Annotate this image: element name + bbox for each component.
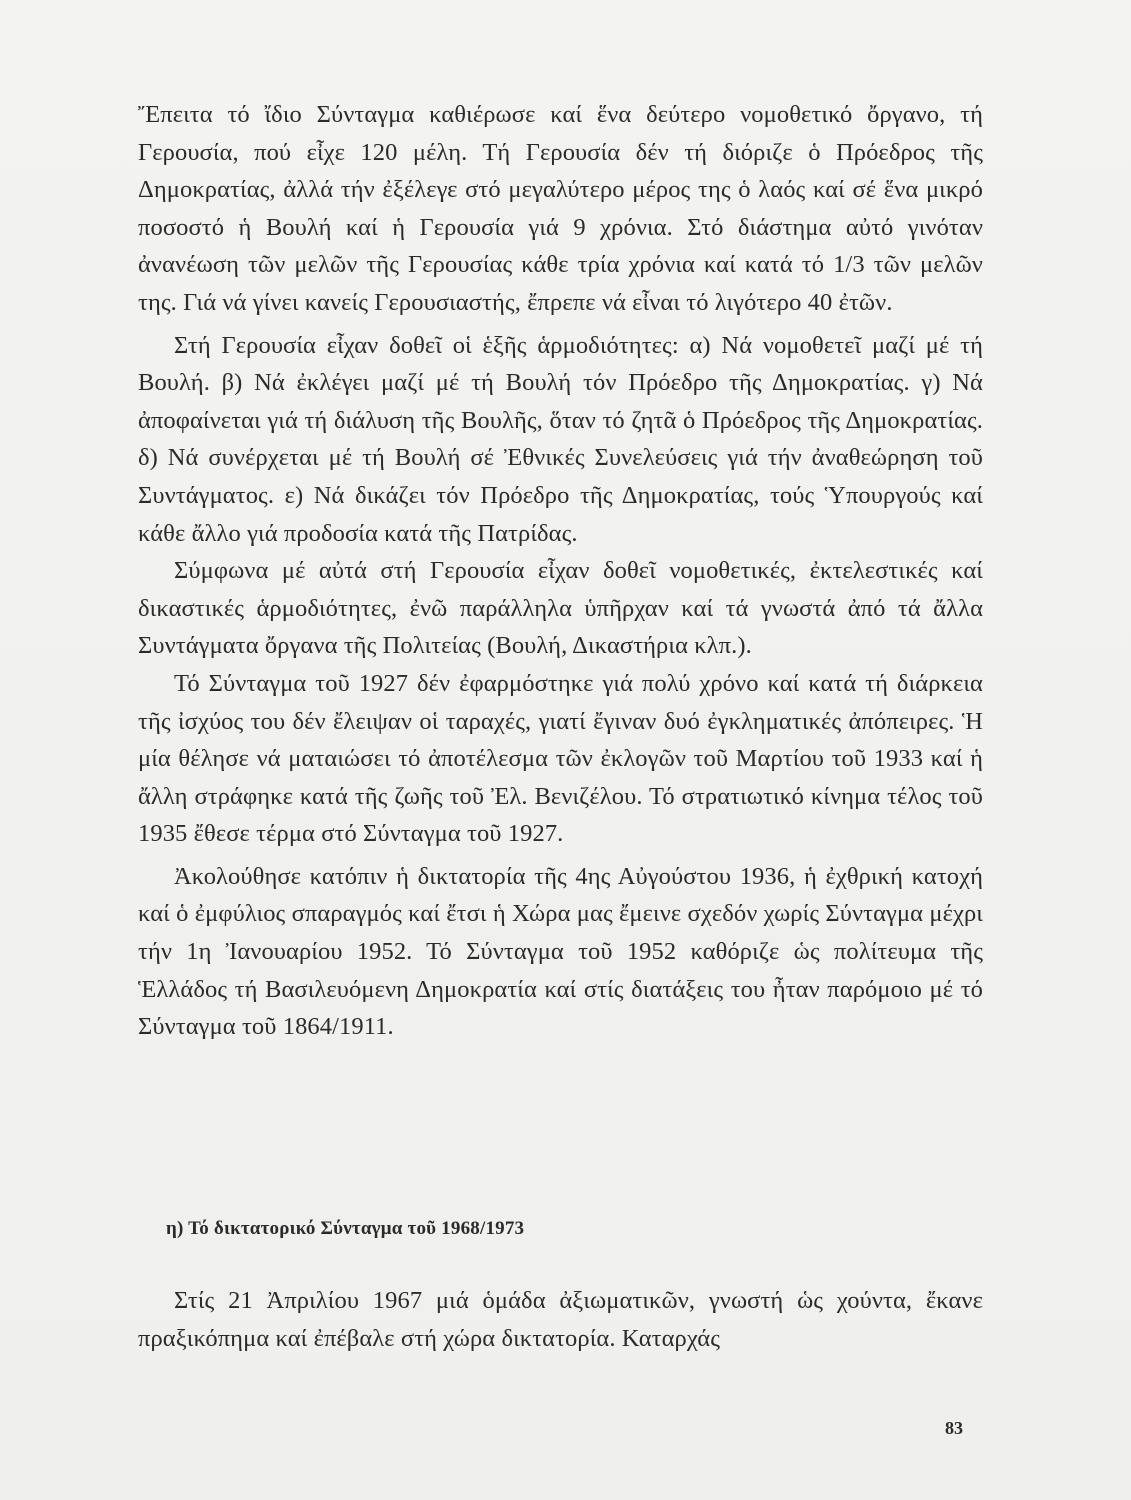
section-heading: η) Τό δικτατορικό Σύνταγμα τοῦ 1968/1973: [166, 1218, 525, 1239]
paragraph-constitution-1927: Τό Σύνταγμα τοῦ 1927 δέν ἐφαρμόστηκε γιά πολύ χρόνο καί κατά τή διάρκεια τῆς ἰσχύος του δέν ἔλειψαν οἱ ταραχές, γιατί ἔγιναν δυό ἐγκληματικές ἀπόπειρες. Ἡ μία θέλησε νά ματαιώσει τό ἀποτέλεσμα τῶν ἐκλογῶν τοῦ Μαρτίου τοῦ 1933 καί ἡ ἄλλη στράφηκε κατά τῆς ζωῆς τοῦ Ἐλ. Βενιζέλου. Τό στρατιωτικό κίνημα τέλος τοῦ 1935 ἔθεσε τέρμα στό Σύνταγμα τοῦ 1927.: [138, 669, 983, 848]
paragraph-senate-intro: Ἔπειτα τό ἴδιο Σύνταγμα καθιέρωσε καί ἕνα δεύτερο νομοθετικό ὄργανο, τή Γερουσία, πού εἶχε 120 μέλη. Τή Γερουσία δέν τή διόριζε ὁ Πρόεδρος τῆς Δημοκρατίας, ἀλλά τήν ἐξέλεγε στό μεγαλύτερο μέρος της ὁ λαός καί σέ ἕνα μικρό ποσοστό ἡ Βουλή καί ἡ Γερουσία γιά 9 χρόνια. Στό διάστημα αὐτό γινόταν ἀνανέωση τῶν μελῶν τῆς Γερουσίας κάθε τρία χρόνια καί κατά τό 1/3 τῶν μελῶν της. Γιά νά γίνει κανείς Γερουσιαστής, ἔπρεπε νά εἶναι τό λιγότερο 40 ἐτῶν.: [138, 101, 983, 316]
body-text-continued: [138, 1282, 983, 1357]
paragraph-powers-summary: Σύμφωνα μέ αὐτά στή Γερουσία εἶχαν δοθεῖ νομοθετικές, ἐκτελεστικές καί δικαστικές ἁρμοδιότητες, ἐνῶ παράλληλα ὑπῆρχαν καί τά γνωστά ἀπό τά ἄλλα Συντάγματα ὄργανα τῆς Πολιτείας (Βουλή, Δικαστήρια κλπ.).: [138, 557, 983, 660]
paragraph-constitution-1952: Ἀκολούθησε κατόπιν ἡ δικτατορία τῆς 4ης Αὐγούστου 1936, ἡ ἐχθρική κατοχή καί ὁ ἐμφύλιος σπαραγμός καί ἔτσι ἡ Χώρα μας ἔμεινε σχεδόν χωρίς Σύνταγμα μέχρι τήν 1η Ἰανουαρίου 1952. Τό Σύνταγμα τοῦ 1952 καθόριζε ὡς πολίτευμα τῆς Ἑλλάδος τή Βασιλευόμενη Δημοκρατία καί στίς διατάξεις του ἦταν παρόμοιο μέ τό Σύνταγμα τοῦ 1864/1911.: [138, 862, 983, 1041]
page-number: 83: [945, 1418, 963, 1438]
paragraph-senate-powers: Στή Γερουσία εἶχαν δοθεῖ οἱ ἑξῆς ἁρμοδιότητες: α) Νά νομοθετεῖ μαζί μέ τή Βουλή. β) Νά ἐκλέγει μαζί μέ τή Βουλή τόν Πρόεδρο τῆς Δημοκρατίας. γ) Νά ἀποφαίνεται γιά τή διάλυση τῆς Βουλῆς, ὅταν τό ζητᾶ ὁ Πρόεδρος τῆς Δημοκρατίας. δ) Νά συνέρχεται μέ τή Βουλή σέ Ἐθνικές Συνελεύσεις γιά τήν ἀναθεώρηση τοῦ Συντάγματος. ε) Νά δικάζει τόν Πρόεδρο τῆς Δημοκρατίας, τούς Ὑπουργούς καί κάθε ἄλλο γιά προδοσία κατά τῆς Πατρίδας.: [138, 331, 983, 547]
paragraph-junta-1967: Στίς 21 Ἀπριλίου 1967 μιά ὁμάδα ἀξιωματικῶν, γνωστή ὡς χούντα, ἔκανε πραξικόπημα καί ἐπέβαλε στή χώρα δικτατορία. Καταρχάς: [138, 1287, 983, 1352]
body-text: [138, 96, 983, 1046]
